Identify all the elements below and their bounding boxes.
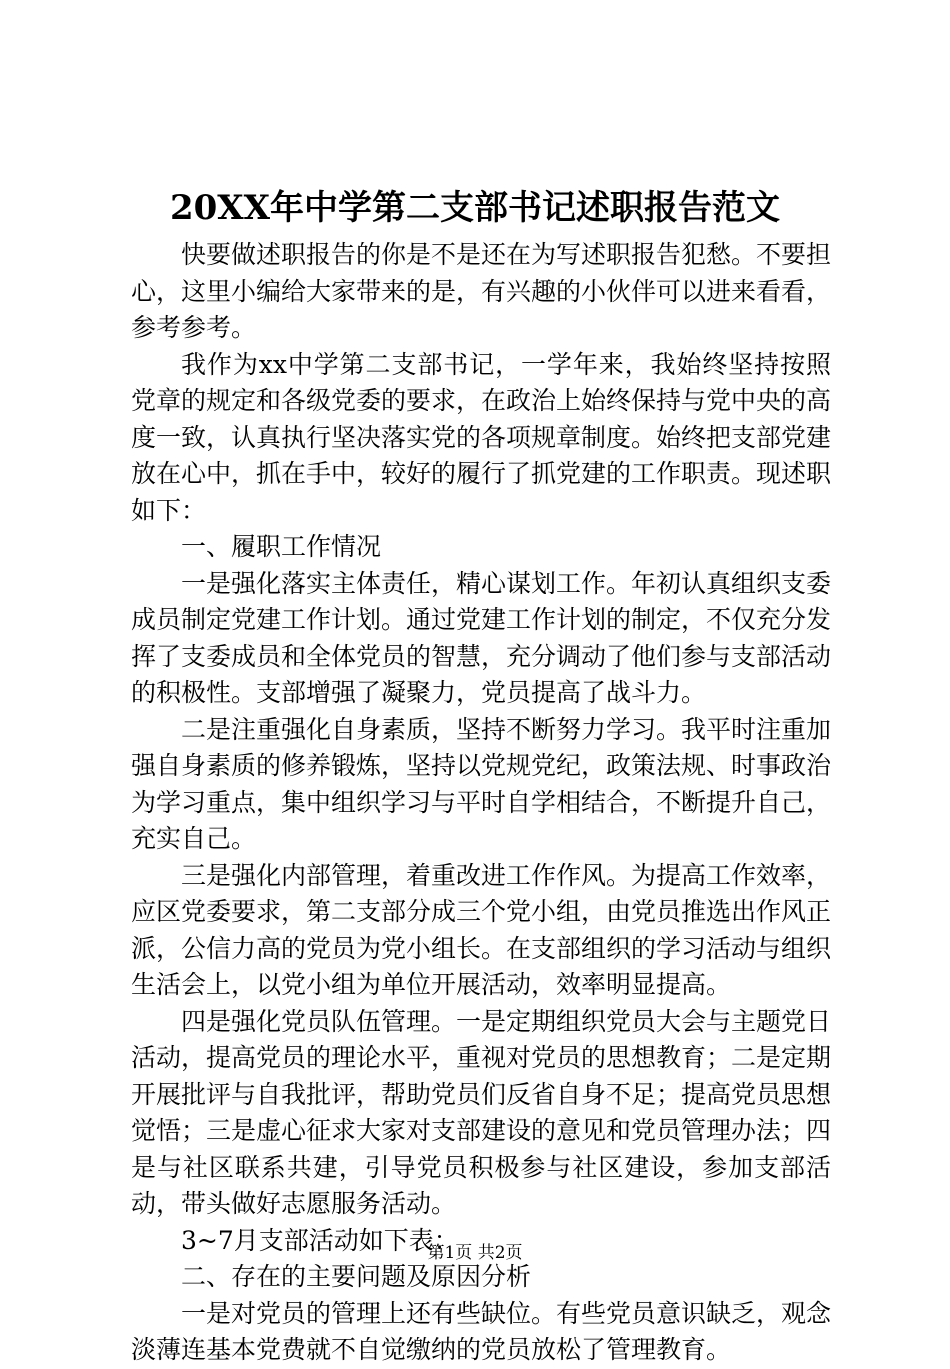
paragraph: 一是强化落实主体责任，精心谋划工作。年初认真组织支委成员制定党建工作计划。通过党建工作计划的制定，不仅充分发挥了支委成员和全体党员的智慧，充分调动了他们参与支部活动的积极性。支部增强了凝聚力，党员提高了战斗力。 [131, 568, 832, 707]
paragraph: 我作为xx中学第二支部书记，一学年来，我始终坚持按照党章的规定和各级党委的要求，在政治上始终保持与党中央的高度一致，认真执行坚决落实党的各项规章制度。始终把支部党建放在心中，抓在手中，较好的履行了抓党建的工作职责。现述职如下： [131, 349, 832, 525]
paragraph: 四是强化党员队伍管理。一是定期组织党员大会与主题党日活动，提高党员的理论水平，重视对党员的思想教育；二是定期开展批评与自我批评，帮助党员们反省自身不足；提高党员思想觉悟；三是虚心征求大家对支部建设的意见和党员管理办法；四是与社区联系共建，引导党员积极参与社区建设，参加支部活动，带头做好志愿服务活动。 [131, 1006, 832, 1218]
paragraph: 3~7月支部活动如下表： [181, 1225, 459, 1255]
paragraph: 三是强化内部管理，着重改进工作作风。为提高工作效率，应区党委要求，第二支部分成三个党小组，由党员推选出作风正派，公信力高的党员为党小组长。在支部组织的学习活动与组织生活会上，以党小组为单位开展活动，效率明显提高。 [131, 860, 832, 999]
paragraph: 二是注重强化自身素质，坚持不断努力学习。我平时注重加强自身素质的修养锻炼，坚持以党规党纪，政策法规、时事政治为学习重点，集中组织学习与平时自学相结合，不断提升自己，充实自己。 [131, 714, 832, 853]
section-heading: 二、存在的主要问题及原因分析 [181, 1262, 532, 1291]
paragraph: 快要做述职报告的你是不是还在为写述职报告犯愁。不要担心，这里小编给大家带来的是，有兴趣的小伙伴可以进来看看，参考参考。 [131, 240, 832, 342]
page-number-footer: 第1页 共2页 [427, 1243, 523, 1263]
section-heading: 一、履职工作情况 [181, 532, 382, 561]
document-title: 20XX年中学第二支部书记述职报告范文 [169, 188, 781, 228]
document-body [131, 237, 831, 1369]
paragraph: 一是对党员的管理上还有些缺位。有些党员意识缺乏，观念淡薄连基本党费就不自觉缴纳的党员放松了管理教育。 [131, 1298, 832, 1364]
